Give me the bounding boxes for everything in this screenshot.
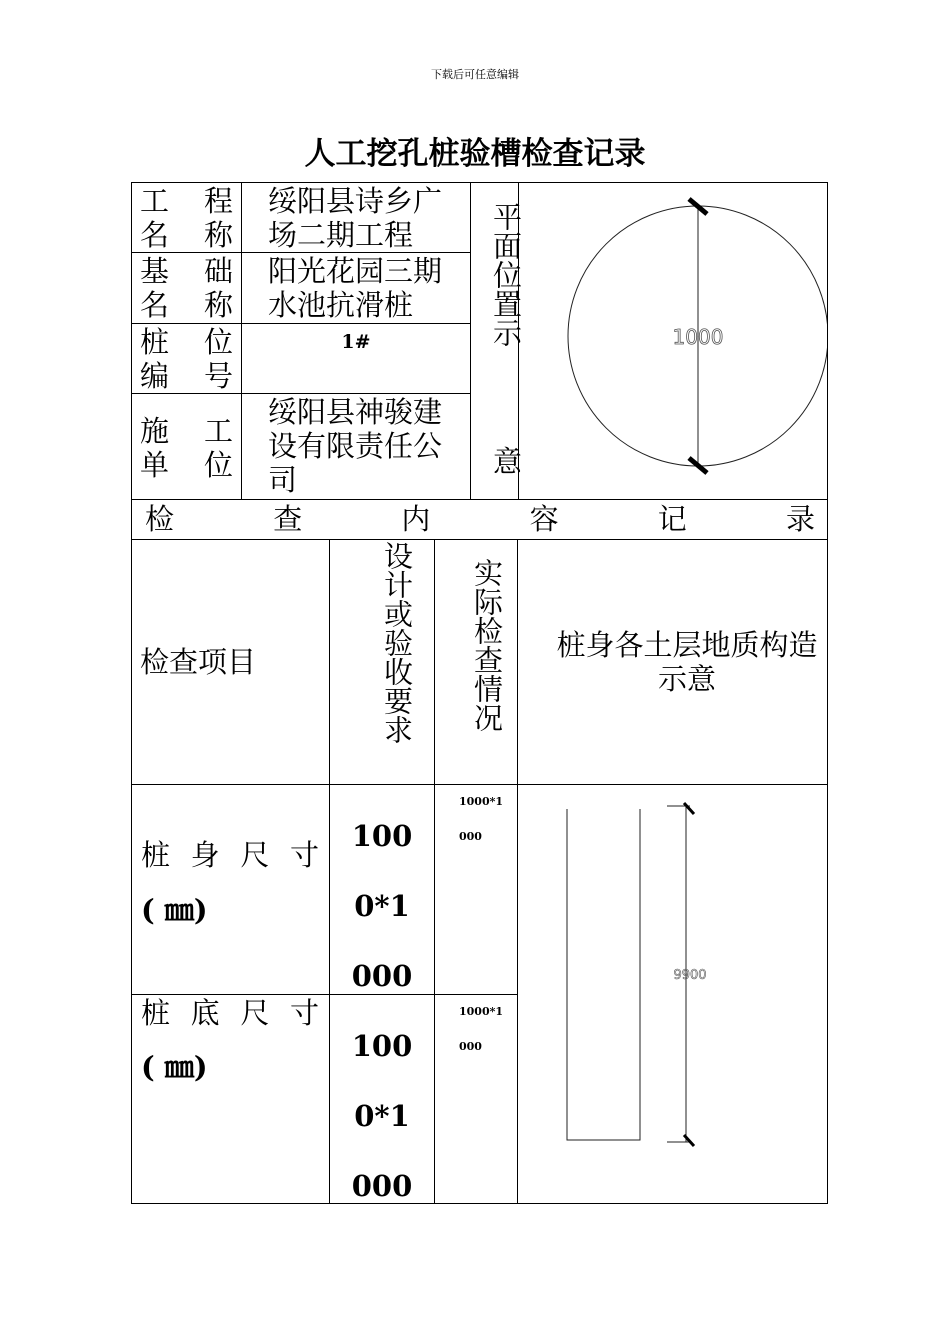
- row-1-item: 桩身尺寸: [141, 838, 319, 872]
- col-item-header: 检查项目: [140, 645, 257, 679]
- section-drawing: [518, 785, 827, 1203]
- pile-no-label: 桩 位 编号: [140, 325, 233, 393]
- row-2-item: 桩底尺寸: [141, 996, 319, 1030]
- section-header: 检查内容记录: [145, 502, 815, 536]
- plan-dimension: 1000: [672, 325, 724, 349]
- row-1-unit: ( ㎜): [141, 893, 208, 927]
- contractor-label: 施 工 单位: [140, 414, 233, 482]
- row-2-actual: 1000*1 000: [459, 1005, 504, 1053]
- pile-no-value: 1#: [341, 331, 371, 353]
- project-name-label: 工 程 名称: [140, 184, 233, 252]
- contractor-value: 绥阳县神骏建设有限责任公司: [268, 395, 443, 497]
- foundation-label: 基 础 名称: [140, 254, 233, 322]
- col-geology-header: 桩身各土层地质构造示意: [556, 628, 818, 696]
- col-design-header: 设计或验收要求: [380, 541, 414, 744]
- section-dimension: 9900: [673, 968, 707, 983]
- plan-label-top: 平面位置示: [489, 202, 523, 347]
- plan-label-bottom: 意: [489, 446, 523, 475]
- row-2-design: 100 0*1 000: [351, 1029, 413, 1203]
- plan-drawing: [519, 183, 827, 499]
- page-title: 人工挖孔桩验槽检查记录: [304, 136, 646, 172]
- header-note: 下载后可任意编辑: [431, 68, 519, 81]
- row-1-actual: 1000*1 000: [459, 795, 504, 843]
- col-actual-header: 实际检查情况: [470, 558, 504, 732]
- row-1-design: 100 0*1 000: [351, 819, 413, 993]
- project-name-value: 绥阳县诗乡广场二期工程: [268, 184, 443, 252]
- foundation-value: 阳光花园三期水池抗滑桩: [268, 254, 443, 322]
- row-2-unit: ( ㎜): [141, 1050, 208, 1084]
